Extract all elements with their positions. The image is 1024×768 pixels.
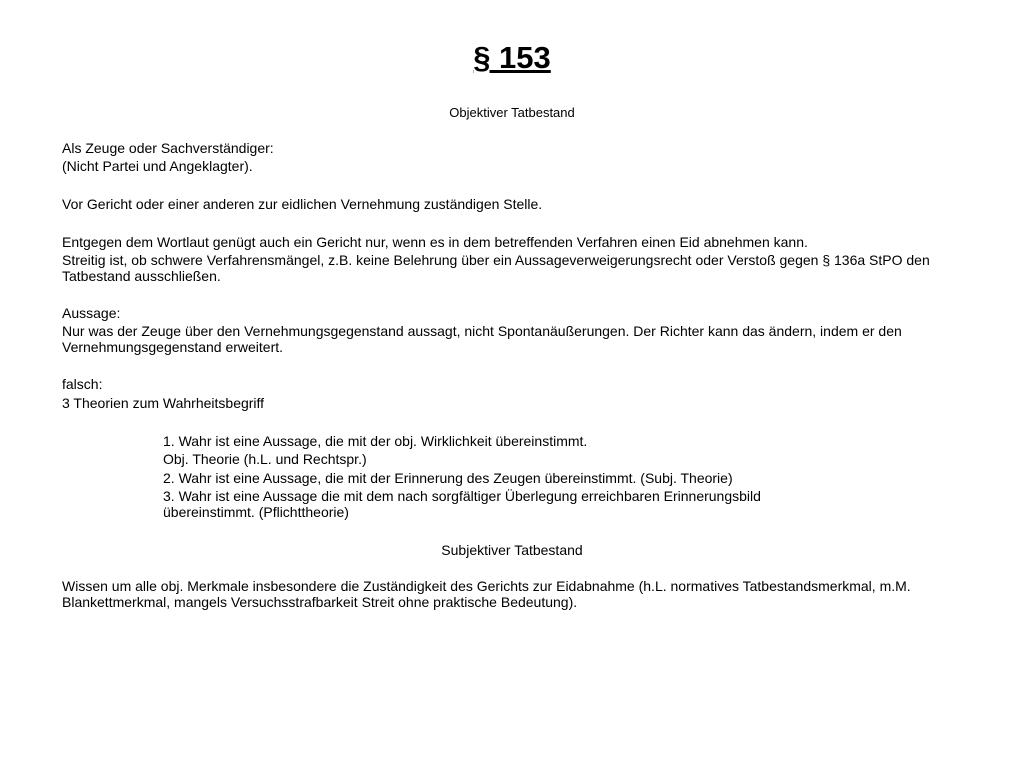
theory-1-note: Obj. Theorie (h.L. und Rechtspr.): [163, 451, 367, 467]
objective-heading: Objektiver Tatbestand: [449, 105, 575, 120]
subjective-heading: Subjektiver Tatbestand: [441, 542, 583, 558]
theory-2: 2. Wahr ist eine Aussage, die mit der Erinnerung des Zeugen übereinstimmt. (Subj. Theorie): [163, 470, 733, 486]
court-line: Vor Gericht oder einer anderen zur eidlichen Vernehmung zuständigen Stelle.: [62, 196, 543, 212]
knowledge-paragraph: Wissen um alle obj. Merkmale insbesondere die Zuständigkeit des Gerichts zur Eidabnahme (h.L. normatives Tatbestandsmerkmal, m.M. Blankettmerkmal, mangels Versuchsstrafbarkeit Streit ohne praktische Bedeutung).: [62, 578, 911, 610]
witness-line: Als Zeuge oder Sachverständiger:: [62, 140, 274, 156]
statement-label: Aussage:: [62, 305, 121, 321]
false-label: falsch:: [62, 376, 103, 392]
statement-paragraph: Nur was der Zeuge über den Vernehmungsgegenstand aussagt, nicht Spontanäußerungen. Der Richter kann das ändern, indem er den Vernehmungsgegenstand erweitert.: [62, 323, 902, 355]
not-party-line: (Nicht Partei und Angeklagter).: [62, 158, 253, 174]
theory-1: 1. Wahr ist eine Aussage, die mit der obj. Wirklichkeit übereinstimmt.: [163, 433, 588, 449]
theory-3: 3. Wahr ist eine Aussage die mit dem nach sorgfältiger Überlegung erreichbaren Erinnerungsbild übereinstimmt. (Pflichttheorie): [163, 488, 761, 520]
disputed-paragraph: Streitig ist, ob schwere Verfahrensmängel, z.B. keine Belehrung über ein Aussageverweigerungsrecht oder Verstoß gegen § 136a StPO den Tatbestand ausschließen.: [62, 252, 930, 284]
theories-intro: 3 Theorien zum Wahrheitsbegriff: [62, 395, 265, 411]
slide-title: § 153: [473, 40, 551, 75]
wording-line: Entgegen dem Wortlaut genügt auch ein Gericht nur, wenn es in dem betreffenden Verfahren einen Eid abnehmen kann.: [62, 234, 808, 250]
